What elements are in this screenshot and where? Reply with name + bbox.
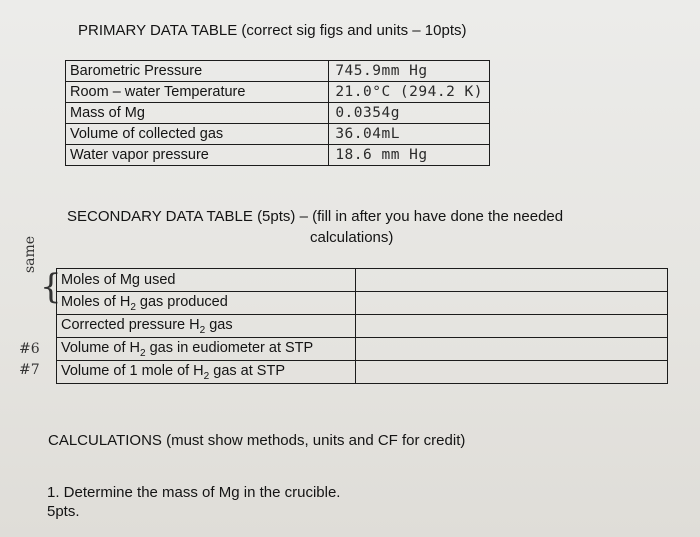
handwritten-value: 36.04mL [329, 124, 490, 145]
row-label: Corrected pressure $H_2$ gas [57, 315, 356, 338]
row-label: Moles of Mg used [57, 269, 356, 292]
table-row [57, 269, 668, 292]
calculations-heading: CALCULATIONS (must show methods, units and CF for credit) [48, 432, 466, 449]
row-label: Volume of 1 mole of $H_2$ gas at STP [57, 361, 356, 384]
table-row [66, 61, 490, 82]
margin-brace: { [40, 267, 62, 307]
row-label: Water vapor pressure [66, 145, 329, 166]
answer-cell[interactable] [356, 338, 668, 361]
row-label: Room – water Temperature [66, 82, 329, 103]
answer-cell[interactable] [356, 269, 668, 292]
answer-cell[interactable] [356, 315, 668, 338]
handwritten-value: 21.0°C (294.2 K) [329, 82, 490, 103]
row-label: Barometric Pressure [66, 61, 329, 82]
row-label: Moles of $H_2$ gas produced [57, 292, 356, 315]
question-1-points: 5pts. [47, 503, 80, 520]
handwritten-value: 745.9mm Hg [329, 61, 490, 82]
table-row [57, 315, 668, 338]
question-1: 1. Determine the mass of Mg in the crucible. [47, 484, 341, 501]
margin-note-same: same [22, 235, 38, 273]
row-label: Mass of Mg [66, 103, 329, 124]
table-row [66, 124, 490, 145]
table-row [57, 338, 668, 361]
handwritten-value: 18.6 mm Hg [329, 145, 490, 166]
primary-data-table [65, 60, 490, 166]
table-row [57, 361, 668, 384]
row-label: Volume of $H_2$ gas in eudiometer at STP [57, 338, 356, 361]
table-row [66, 82, 490, 103]
secondary-data-table [56, 268, 668, 384]
answer-cell[interactable] [356, 292, 668, 315]
answer-cell[interactable] [356, 361, 668, 384]
table-row [66, 103, 490, 124]
row-label: Volume of collected gas [66, 124, 329, 145]
secondary-table-title-line2: calculations) [310, 229, 394, 246]
table-row [57, 292, 668, 315]
table-row [66, 145, 490, 166]
handwritten-value: 0.0354g [329, 103, 490, 124]
secondary-table-title-line1: SECONDARY DATA TABLE (5pts) – (fill in after you have done the needed [67, 208, 564, 225]
margin-note-6: #6 [19, 341, 40, 357]
primary-table-title: PRIMARY DATA TABLE (correct sig figs and units – 10pts) [78, 22, 467, 39]
margin-note-7: #7 [19, 362, 40, 378]
